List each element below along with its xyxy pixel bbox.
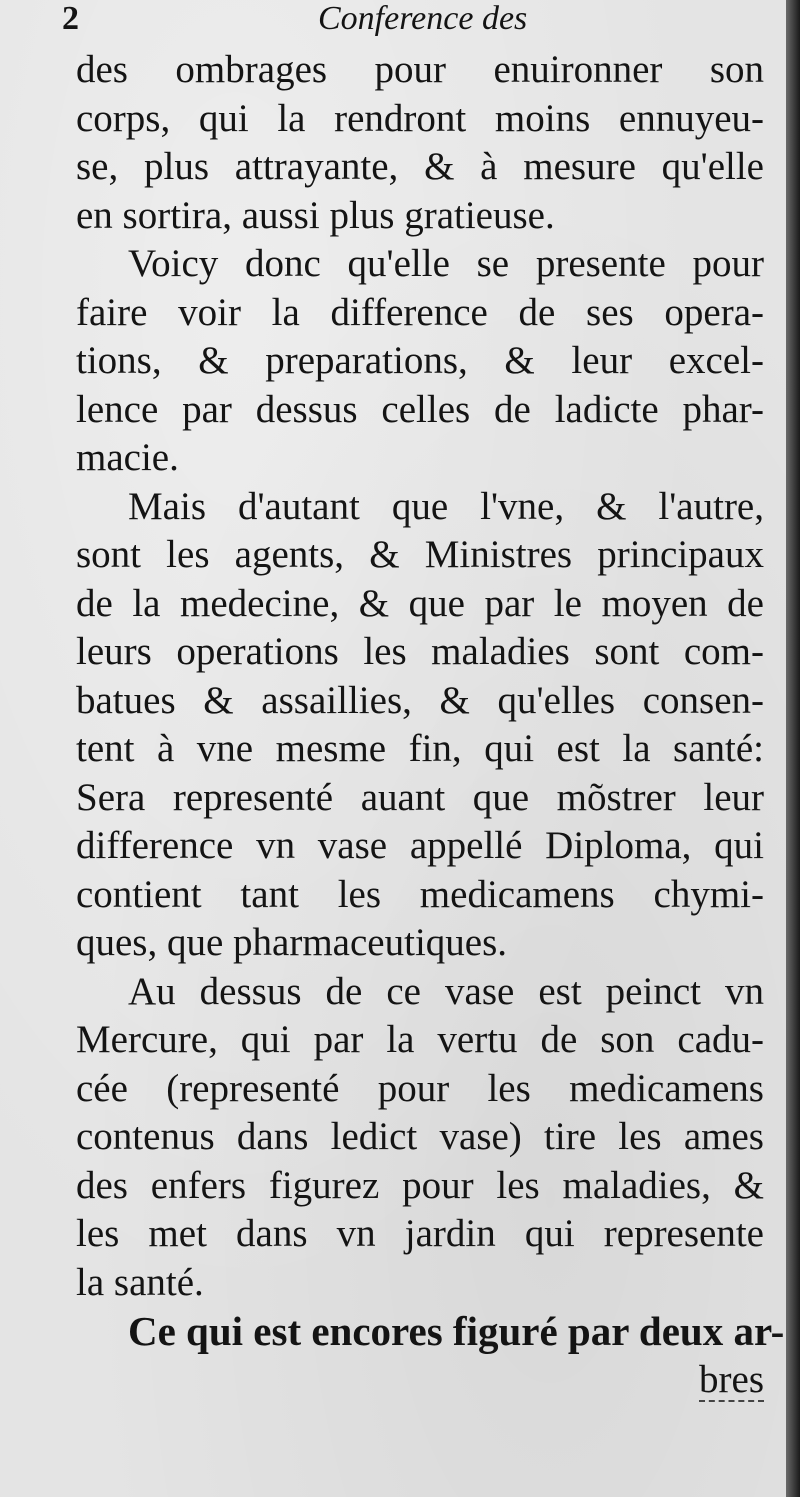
text-line: Au dessus de ce vase est peinct vn — [128, 969, 764, 1013]
page-header — [0, 0, 786, 40]
text-line: Mais d'autant que l'vne, & l'autre, — [128, 484, 764, 528]
text-line: se, plus attrayante, & à mesure qu'elle — [76, 145, 764, 188]
page-number: 2 — [62, 0, 79, 37]
catchword: bres — [699, 1357, 764, 1401]
text-line: faire voir la difference de ses opera- — [76, 290, 764, 334]
text-line: tent à vne mesme fin, qui est la santé: — [76, 727, 764, 770]
text-line: sont les agents, & Ministres principaux — [76, 533, 764, 576]
text-line: des enfers figurez pour les maladies, & — [76, 1163, 764, 1207]
text-line: Mercure, qui par la vertu de son cadu- — [76, 1018, 764, 1061]
text-line: difference vn vase appellé Diploma, qui — [76, 824, 764, 867]
text-line: lence par dessus celles de ladicte phar- — [76, 387, 764, 431]
text-line: cée (representé pour les medicamens — [76, 1066, 764, 1110]
text-line: contenus dans ledict vase) tire les ames — [76, 1115, 764, 1158]
text-line: batues & assaillies, & qu'elles consen- — [76, 678, 764, 722]
text-line: la santé. — [76, 1260, 204, 1304]
text-line: Sera representé auant que mõstrer leur — [76, 775, 764, 819]
running-title: Conference des — [318, 0, 528, 37]
text-line: leurs operations les maladies sont com- — [76, 630, 764, 673]
text-line: corps, qui la rendront moins ennuyeu- — [76, 96, 764, 140]
text-line: ques, que pharmaceutiques. — [76, 921, 508, 964]
body-text — [76, 46, 785, 1404]
text-line: macie. — [76, 436, 179, 479]
text-line: Ce qui est encores figuré par deux ar- — [128, 1308, 785, 1354]
text-line: contient tant les medicamens chymi- — [76, 872, 764, 916]
text-line: Voicy donc qu'elle se presente pour — [128, 242, 764, 285]
text-line: les met dans vn jardin qui represente — [76, 1212, 764, 1255]
text-line: de la medecine, & que par le moyen de — [76, 581, 764, 625]
text-line: en sortira, aussi plus gratieuse. — [76, 193, 555, 237]
text-line: des ombrages pour enuironner son — [76, 48, 764, 91]
catchword-row — [76, 1356, 764, 1405]
page-spine-shadow — [786, 0, 800, 1497]
text-line: tions, & preparations, & leur excel- — [76, 339, 764, 382]
